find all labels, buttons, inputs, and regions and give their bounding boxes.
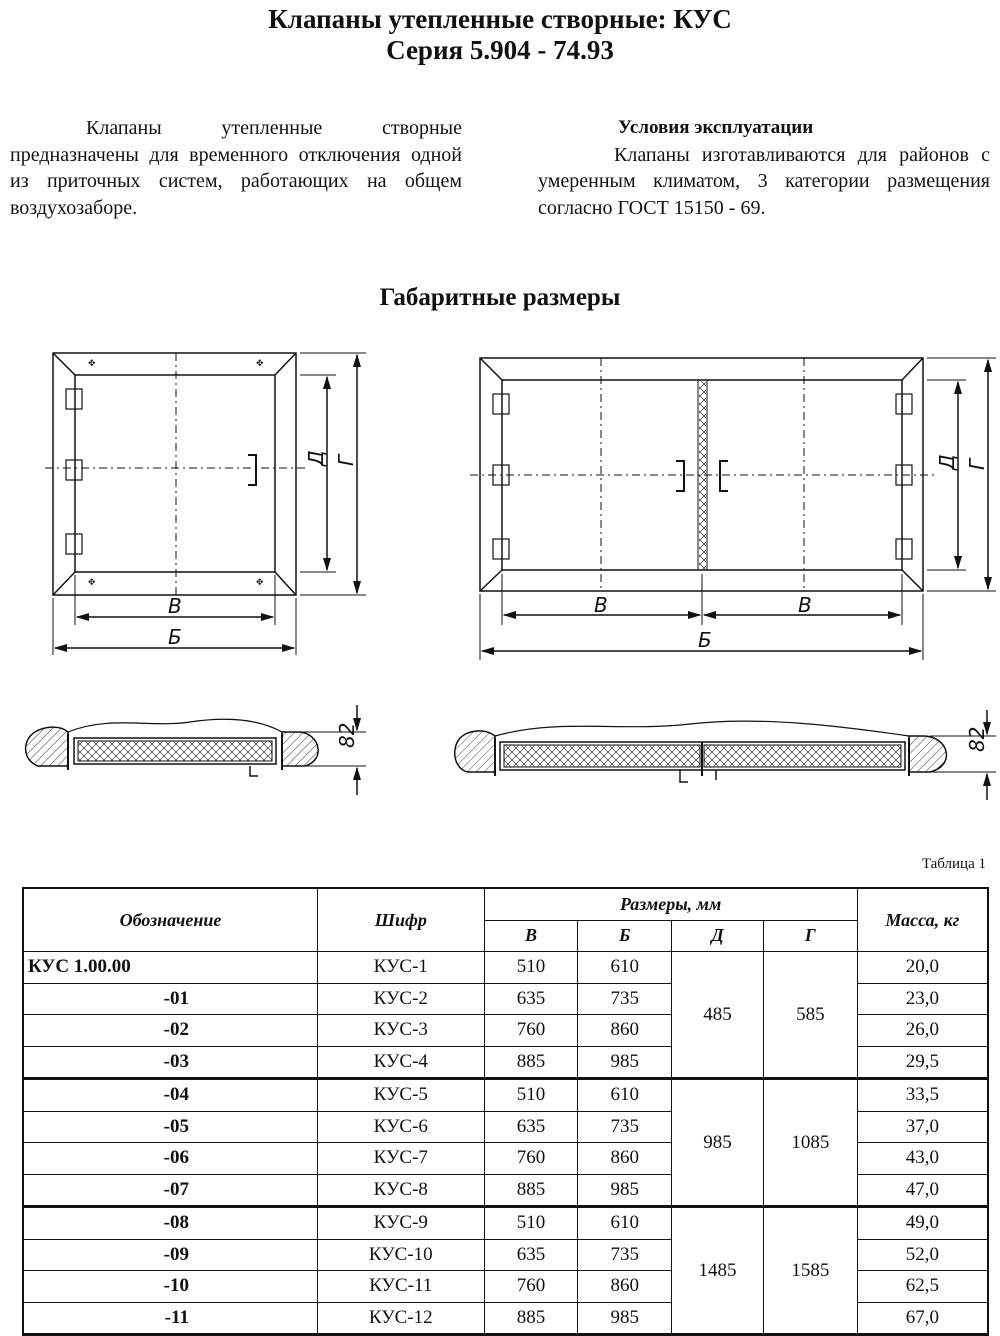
cell-b: 860 [578, 1015, 672, 1047]
table-row [23, 1079, 988, 1112]
cell-d: 1485 [672, 1207, 764, 1335]
page-title: Клапаны утепленные створные: КУС [268, 4, 732, 34]
cell-code: КУС-10 [317, 1239, 484, 1271]
table-row [23, 1207, 988, 1240]
cell-mass: 52,0 [857, 1239, 988, 1271]
cell-b: 860 [578, 1271, 672, 1303]
cell-mass: 62,5 [857, 1271, 988, 1303]
cell-g: 1585 [763, 1207, 857, 1335]
conditions-text: Клапаны изготавливаются для районов с умеренным климатом, 3 категории размещения согласно ГОСТ 15150 - 69. [538, 143, 990, 219]
cell-designation: -11 [23, 1302, 317, 1335]
cell-b: 610 [578, 952, 672, 984]
dim-label-B-left: В [594, 593, 608, 617]
cell-v: 760 [484, 1143, 578, 1175]
cell-designation: -10 [23, 1271, 317, 1303]
cell-designation: -04 [23, 1079, 317, 1112]
cell-b: 985 [578, 1302, 672, 1335]
dim-label-D: Д [304, 450, 328, 466]
cell-code: КУС-2 [317, 983, 484, 1015]
cell-designation: -03 [23, 1046, 317, 1079]
cell-v: 510 [484, 1207, 578, 1240]
cell-mass: 26,0 [857, 1015, 988, 1047]
cell-b: 735 [578, 983, 672, 1015]
cell-b: 985 [578, 1174, 672, 1207]
cell-d: 485 [672, 952, 764, 1079]
cell-designation: КУС 1.00.00 [23, 952, 317, 984]
dim-label-Bb: Б [168, 625, 182, 649]
cell-mass: 33,5 [857, 1079, 988, 1112]
cell-v: 760 [484, 1015, 578, 1047]
cell-b: 735 [578, 1111, 672, 1143]
cell-designation: -08 [23, 1207, 317, 1240]
svg-text:✥: ✥ [256, 358, 264, 368]
header-b: Б [578, 920, 672, 952]
table-row [23, 952, 988, 984]
svg-text:✥: ✥ [88, 358, 96, 368]
cell-mass: 29,5 [857, 1046, 988, 1079]
cell-code: КУС-9 [317, 1207, 484, 1240]
cell-v: 760 [484, 1271, 578, 1303]
specs-table-body [23, 952, 988, 1335]
cell-code: КУС-5 [317, 1079, 484, 1112]
dim-label-B-right: В [798, 593, 812, 617]
intro-text: Клапаны утепленные створные предназначены для временного отключения одной из приточных систем, работающих на общем воздухозаборе. [10, 117, 462, 219]
cell-mass: 49,0 [857, 1207, 988, 1240]
cell-v: 510 [484, 952, 578, 984]
cell-mass: 20,0 [857, 952, 988, 984]
cell-v: 885 [484, 1046, 578, 1079]
dim-label-G: Г [334, 454, 358, 466]
double-valve-front-view [470, 358, 996, 660]
cell-d: 985 [672, 1079, 764, 1207]
cell-b: 735 [578, 1239, 672, 1271]
dim-label-G-double: Г [965, 458, 989, 470]
cell-designation: -01 [23, 983, 317, 1015]
cell-code: КУС-8 [317, 1174, 484, 1207]
svg-text:✥: ✥ [256, 577, 264, 587]
cell-mass: 23,0 [857, 983, 988, 1015]
cell-v: 635 [484, 1239, 578, 1271]
cell-designation: -02 [23, 1015, 317, 1047]
height-label-double: 82 [965, 726, 989, 752]
cell-code: КУС-4 [317, 1046, 484, 1079]
header-mass: Масса, кг [857, 888, 988, 952]
cell-code: КУС-11 [317, 1271, 484, 1303]
header-designation: Обозначение [23, 888, 317, 952]
cell-code: КУС-7 [317, 1143, 484, 1175]
table-caption: Таблица 1 [921, 856, 986, 872]
cell-designation: -09 [23, 1239, 317, 1271]
dim-label-B: В [168, 594, 182, 618]
double-valve-section-view [455, 710, 996, 800]
header-sizes: Размеры, мм [484, 888, 857, 920]
cell-g: 585 [763, 952, 857, 1079]
cell-b: 860 [578, 1143, 672, 1175]
dim-label-D-double: Д [935, 454, 959, 470]
cell-code: КУС-3 [317, 1015, 484, 1047]
cell-code: КУС-12 [317, 1302, 484, 1335]
dim-label-Bb-double: Б [698, 628, 712, 652]
cell-mass: 43,0 [857, 1143, 988, 1175]
cell-designation: -05 [23, 1111, 317, 1143]
dimensions-title: Габаритные размеры [379, 284, 621, 311]
cell-code: КУС-6 [317, 1111, 484, 1143]
single-valve-front-view [45, 353, 366, 655]
single-valve-section-view [26, 705, 366, 795]
svg-text:✥: ✥ [88, 577, 96, 587]
cell-b: 610 [578, 1207, 672, 1240]
cell-v: 885 [484, 1174, 578, 1207]
cell-mass: 37,0 [857, 1111, 988, 1143]
cell-g: 1085 [763, 1079, 857, 1207]
cell-v: 885 [484, 1302, 578, 1335]
cell-v: 635 [484, 983, 578, 1015]
header-v: В [484, 920, 578, 952]
cell-b: 985 [578, 1046, 672, 1079]
cell-mass: 67,0 [857, 1302, 988, 1335]
cell-b: 610 [578, 1079, 672, 1112]
cell-code: КУС-1 [317, 952, 484, 984]
header-code: Шифр [317, 888, 484, 952]
cell-designation: -07 [23, 1174, 317, 1207]
cell-v: 635 [484, 1111, 578, 1143]
cell-mass: 47,0 [857, 1174, 988, 1207]
header-d: Д [672, 920, 764, 952]
cell-designation: -06 [23, 1143, 317, 1175]
series-subtitle: Серия 5.904 - 74.93 [386, 35, 614, 65]
specs-table [22, 887, 989, 1336]
cell-v: 510 [484, 1079, 578, 1112]
header-g: Г [763, 920, 857, 952]
conditions-title: Условия эксплуатации [618, 117, 814, 138]
height-label-single: 82 [335, 722, 359, 748]
